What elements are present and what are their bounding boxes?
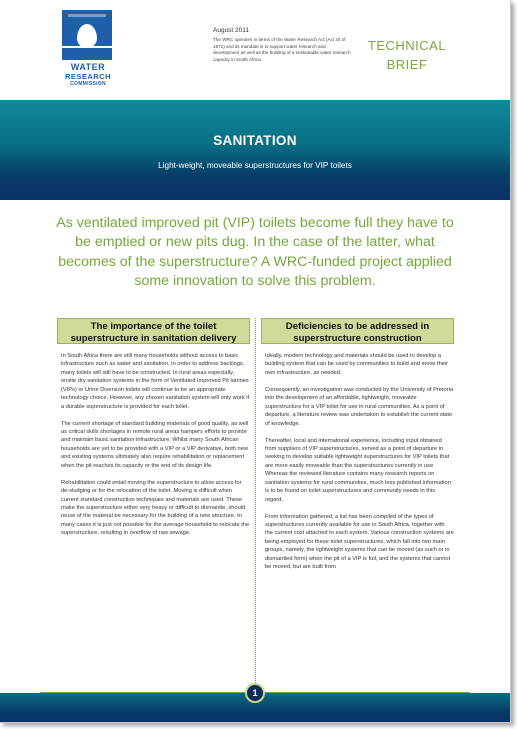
title-banner — [0, 100, 510, 200]
section-subtitle: Light-weight, moveable superstructures for VIP toilets — [158, 161, 352, 170]
paragraph: Consequently, an investigation was conducted by the University of Pretoria into the development of an affordable, lightweight, moveable superstructure for a VIP toilet for use in rural communities. As a point of departure, a literature review was undertaken to establish the current state of knowledge. — [265, 386, 454, 427]
left-column-body — [57, 352, 250, 538]
brief-label: BRIEF — [386, 56, 428, 72]
paragraph: Ideally, modern technology and materials should be used to develop a building system that can be used by communities to build and move their own infrastructure, as needed. — [265, 353, 449, 376]
right-column-body — [261, 352, 454, 572]
left-column — [57, 318, 250, 546]
paragraph: Rehabilitation could entail moving the superstructure to allow access for de-sludging or for the relocation of the toilet. Moving is difficult when current standard construction techniques and materials are used. These make the superstructure either very heavy or difficult to dismantle, should reuse of the material be necessary for the building of a new structure. In many cases it is just not possible for the average household to relocate the superstructure, resulting in overflow of raw sewage. — [61, 479, 250, 537]
right-column — [261, 318, 454, 580]
section-title: SANITATION — [213, 133, 297, 148]
paragraph: In South Africa there are still many households without access to basic infrastructure such as water and sanitation. In order to address backlogs, many toilets will still have to be constructed. In rural areas especially, onsite dry sanitation systems in the form of Ventilated Improved Pit latrines (VIPs) or Urine Diversion toilets will continue to be an appropriate technology choice. However, any chosen sanitation system will only work if a durable superstructure is provided for each toilet. — [61, 353, 250, 410]
technical-brief-label — [362, 37, 452, 75]
paragraph: Thereafter, local and international experience, including input obtained from suppliers of VIP superstructures, served as a point of departure in seeking to develop suitable lightweight superstructures for VIP toilets that are more easily moveable than the superstructures currently in use. Whereas the reviewed literature contains many research reports on sanitation systems for rural communities, much less published information is to be found on toilet superstructures and community needs in this regard. — [265, 437, 451, 503]
column-divider — [255, 318, 256, 691]
left-column-heading: The importance of the toilet superstructure in sanitation delivery — [57, 318, 250, 344]
wrc-mandate-text: The WRC operates in terms of the Water Research Act (Act 34 of 1971) and its mandate is to support water research and development as well as the building of a sustainable water research capacity in South Africa. — [213, 37, 351, 62]
publication-date: August 2011 — [213, 27, 250, 34]
logo-word-research: RESEARCH — [64, 72, 112, 81]
logo-word-water: WATER — [70, 62, 106, 72]
technical-label: TECHNICAL — [367, 38, 447, 53]
paragraph: From information gathered, a list has been compiled of the types of superstructures currently available for use in South Africa, together with the current cost attached to each system. Various construction systems are being employed for these toilet superstructures, which fall into two main groups, namely, the lightweight systems that can be moved (as such or in dismantled form) when the pit of a VIP is full, and the systems that cannot be moved, but are built from — [265, 513, 454, 571]
page-number-badge: 1 — [245, 683, 265, 703]
water-drop-icon — [62, 10, 112, 60]
paragraph: The current shortage of standard building materials of good quality, as well as critical skills shortages in remote rural areas hampers efforts to provide and maintain basic sanitation infrastructure. Whilst many South African households are yet to be provided with a VIP or a VIP derivative, both new and existing systems ultimately also require rehabilitation or replacement when the pit reaches its capacity or the end of its design life. — [61, 420, 249, 469]
right-column-heading: Deficiencies to be addressed in superstructure construction — [261, 318, 454, 344]
intro-statement: As ventilated improved pit (VIP) toilets become full they have to be emptied or new pits dug. In the case of the latter, what becomes of the superstructure? A WRC-funded project applied some innovation to solve this problem. — [56, 215, 454, 289]
wrc-logo — [62, 10, 114, 87]
logo-word-commission: COMMISSION — [70, 81, 106, 87]
